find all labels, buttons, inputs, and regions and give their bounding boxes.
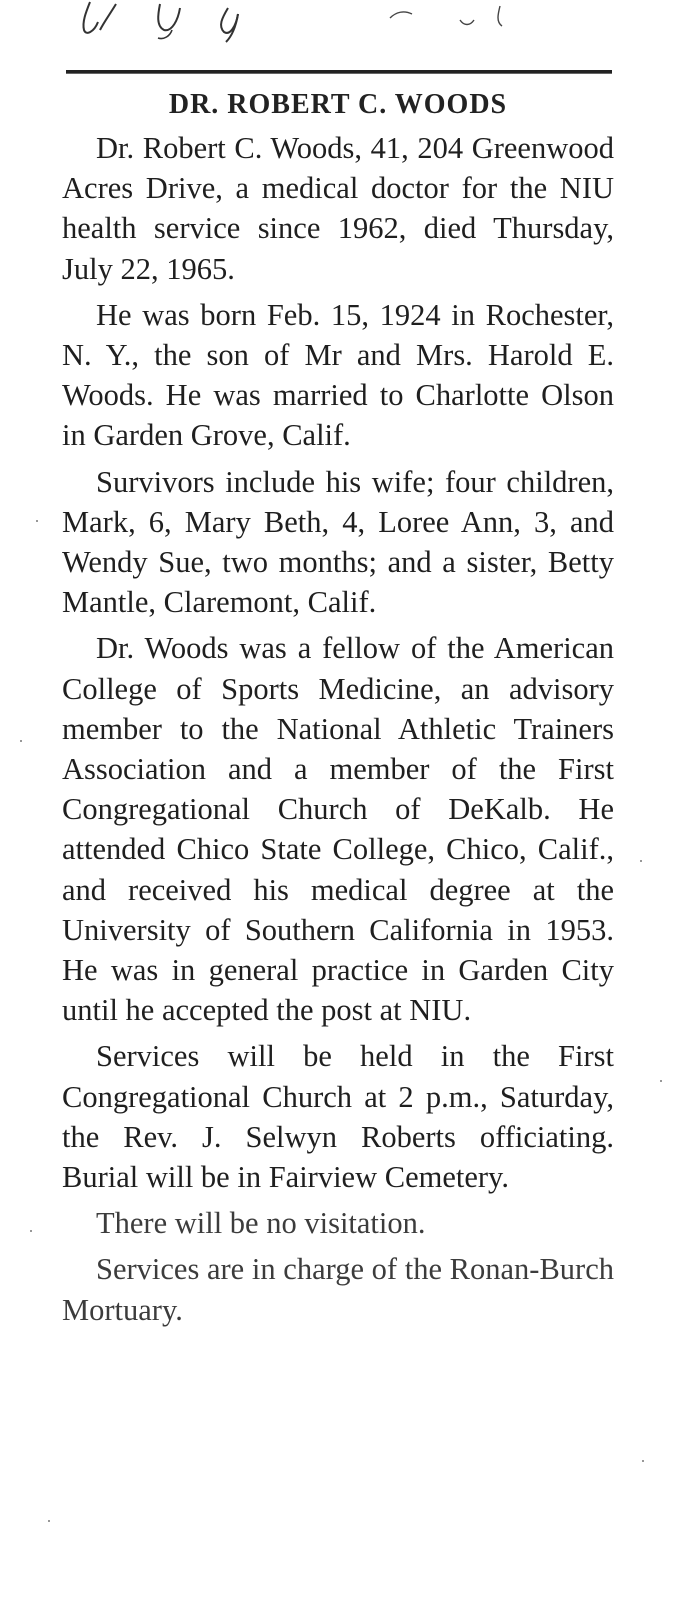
handwritten-annotation [60,0,580,45]
obituary-paragraph-services: Services will be held in the First Congregational Church at 2 p.m., Saturday, the Rev. J. Selwyn Roberts officiating. Burial will be in Fairview Cemetery. [62,1039,614,1195]
obituary-paragraph-survivors: Survivors include his wife; four children, Mark, 6, Mary Beth, 4, Loree Ann, 3, and Wendy Sue, two months; and a sister, Betty Mantle, Claremont, Calif. [62,464,614,620]
obituary-paragraph-visitation: There will be no visitation. [96,1206,426,1241]
scan-speck [640,860,642,862]
obituary-paragraph-mortuary: Services are in charge of the Ronan-Burch Mortuary. [62,1252,614,1327]
obituary-paragraph-birth: He was born Feb. 15, 1924 in Rochester, N. Y., the son of Mr and Mrs. Harold E. Woods. He was married to Charlotte Olson in Garden Grove, Calif. [62,297,614,453]
scan-speck [30,1230,32,1232]
obituary-headline: DR. ROBERT C. WOODS [168,89,508,120]
scan-speck [660,1080,662,1082]
obituary-clipping [62,86,614,1336]
scan-speck [20,740,22,742]
scan-speck [48,1520,50,1522]
obituary-paragraph-career: Dr. Woods was a fellow of the American College of Sports Medicine, an advisory member to the National Athletic Trainers Association and a member of the First Congregational Church of DeKalb. He attended Chico State College, Chico, Calif., and received his medical degree at the University of Southern California in 1953. He was in general practice in Garden City until he accepted the post at NIU. [62,631,614,1028]
scan-speck [36,520,38,522]
obituary-paragraph-death: Dr. Robert C. Woods, 41, 204 Greenwood Acres Drive, a medical doctor for the NIU health service since 1962, died Thursday, July 22, 1965. [62,131,614,286]
scan-speck [642,1460,644,1462]
top-rule [66,70,612,73]
